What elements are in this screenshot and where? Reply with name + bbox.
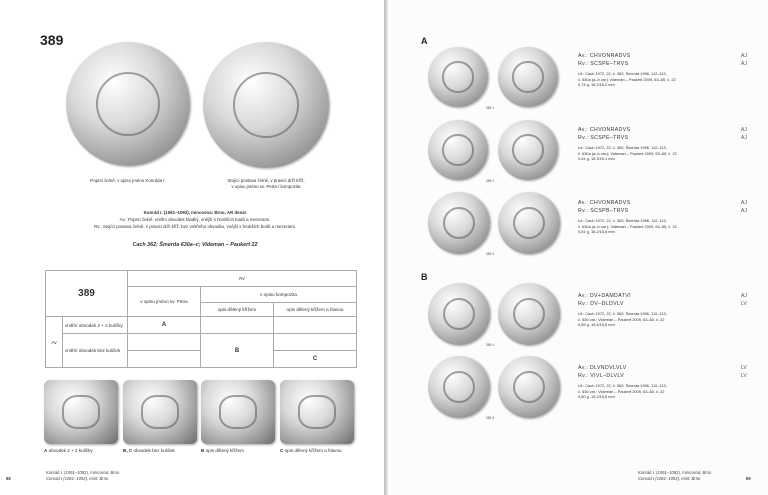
page-number-right: 89 xyxy=(746,476,751,481)
description-reverse: Rv.: Stojící postava čelně, v pravici drží kříž, bez vnitřního obvodku, vnější s hrubších bodů a mezerami. xyxy=(94,224,296,229)
group-b-heading: B xyxy=(421,272,428,282)
footer-right-line-2: Conrad I (1061–1092), mint: Brno xyxy=(638,476,701,481)
coin-389-1-info: Lit.: Cach 1972, 22, č. 362; Šmerda 1996, 112–113, č. 630a (a–b var.) Videman – Paukert 2009, 63–65, č. 22 0,74 g, 16,2/16,2 mm xyxy=(578,71,676,88)
coin-389-4-code-2: LV xyxy=(741,301,747,307)
coin-389-4-obverse[interactable] xyxy=(428,283,490,345)
page-number-left: 88 xyxy=(6,476,11,481)
coin-389-4-reverse[interactable] xyxy=(498,283,560,345)
coin-389-4-info: Lit.: Cach 1972, 22, č. 362; Šmerda 1996, 112–113, č. 630 var.; Videman – Paukert 2009, 63–65, č. 22 0,69 g, 15,4/15,6 mm xyxy=(578,311,667,328)
coin-389-2-obverse[interactable] xyxy=(428,120,488,180)
coin-389-3-obverse[interactable] xyxy=(428,192,490,254)
table-sub-cross: opis dělený křížem xyxy=(201,303,274,317)
coin-389-5-obverse[interactable] xyxy=(428,356,490,418)
detail-photo-b[interactable] xyxy=(201,380,275,444)
table-number: 389 xyxy=(46,271,128,317)
footer-right-line-1: Konrád I. (1061–1092), mincovna: Brno xyxy=(638,470,712,475)
coin-389-4-rv-legend: Rv.: DV–DLDVLV xyxy=(578,301,624,307)
legend-b: B opis dělený křížem xyxy=(201,448,244,453)
catalog-number: 389 xyxy=(40,32,64,48)
table-col-peter: v opisu jméno sv. Petra xyxy=(128,287,201,317)
coin-389-2-code-2: AJ xyxy=(741,135,747,141)
obverse-coin-large[interactable] xyxy=(66,42,190,166)
table-mark-c: C xyxy=(274,351,357,368)
coin-389-2-label: 389.2 xyxy=(486,179,494,183)
obverse-caption: Poprsí čelně, v opisu jméno Konráda I. xyxy=(90,178,166,183)
description-obverse: Av.: Poprsí čelně, vnitřní obvodek hladký, vnější s hrubších bodů a mezerami. xyxy=(119,217,271,222)
table-mark-b: B xyxy=(201,334,274,368)
coin-389-3-code-2: AJ xyxy=(741,208,747,214)
coin-389-5-reverse[interactable] xyxy=(498,356,560,418)
variant-table xyxy=(45,270,357,368)
coin-389-5-label: 389.5 xyxy=(486,416,494,420)
coin-389-3-label: 389.3 xyxy=(486,252,494,256)
description-heading: Konrád I. (1061–1092), mincovna: Brno, AR denár xyxy=(143,210,247,215)
footer-left-line-2: Conrad I (1061–1092), mint: Brno xyxy=(46,476,109,481)
table-row-no-beads: vnitřní obvodek bez kuliček xyxy=(63,334,128,368)
table-sub-cross-head: opis dělený křížem a hlavou xyxy=(274,303,357,317)
coin-389-5-info: Lit.: Cach 1972, 22, č. 362; Šmerda 1996, 112–113, č. 630 var.; Videman – Paukert 2009, 63–65, č. 22 0,60 g, 15,2/15,6 mm xyxy=(578,383,667,400)
coin-389-1-code-2: AJ xyxy=(741,61,747,67)
detail-photo-bc[interactable] xyxy=(123,380,197,444)
coin-389-1-label: 389.1 xyxy=(486,106,494,110)
legend-c: C opis dělený křížem a hlavou xyxy=(280,448,342,453)
table-av-label: Av xyxy=(46,317,63,368)
coin-389-1-rv-legend: Rv.: SCSPE–TRVS xyxy=(578,61,629,67)
coin-389-4-av-legend: Av.: DV+DAMDATVI xyxy=(578,293,631,299)
coin-389-1-av-legend: Av.: CHVONRADVS xyxy=(578,53,631,59)
coin-389-3-reverse[interactable] xyxy=(498,192,560,254)
coin-389-3-code-1: AJ xyxy=(741,200,747,206)
coin-389-1-code-1: AJ xyxy=(741,53,747,59)
coin-389-3-av-legend: Av.: CHVONRADVS xyxy=(578,200,631,206)
coin-389-3-info: Lit.: Cach 1972, 22, č. 362; Šmerda 1996, 112–113, č. 630a (a–b var.); Videman – Paukert 2009, 63–65, č. 22 0,61 g, 16,2/15,6 mm xyxy=(578,218,677,235)
coin-389-2-code-1: AJ xyxy=(741,127,747,133)
coin-389-2-reverse[interactable] xyxy=(498,120,558,180)
right-page xyxy=(388,0,768,495)
coin-389-5-code-2: LV xyxy=(741,373,747,379)
reverse-caption-line-1: Stojící postava čelně, v pravici drží kříž, xyxy=(227,178,305,183)
group-a-heading: A xyxy=(421,36,428,46)
coin-389-1-reverse[interactable] xyxy=(498,47,558,107)
coin-389-2-av-legend: Av.: CHVONRADVS xyxy=(578,127,631,133)
references: Cach 362; Šmerda 630a–c; Videman – Paukert 22 xyxy=(132,242,258,248)
table-col-composite: v opisu kompozita xyxy=(201,287,357,303)
coin-389-2-info: Lit.: Cach 1972, 22, č. 362; Šmerda 1996, 112–113, č. 630a (a–b var.); Videman – Paukert 2009, 63–65, č. 22 0,61 g, 15,3/15,1 mm xyxy=(578,145,677,162)
detail-photo-c[interactable] xyxy=(280,380,354,444)
coin-389-4-code-1: AJ xyxy=(741,293,747,299)
table-rv-header: Rv xyxy=(128,271,357,287)
coin-389-5-rv-legend: Rv.: VIVL–DLVLV xyxy=(578,373,625,379)
legend-bc: B, C obvodek bez kuliček xyxy=(123,448,175,453)
table-mark-a: A xyxy=(128,317,201,334)
coin-389-1-obverse[interactable] xyxy=(428,47,488,107)
reverse-coin-large[interactable] xyxy=(203,42,329,168)
coin-389-5-code-1: LV xyxy=(741,365,747,371)
legend-a: A obvodek 2 + 2 kuličky xyxy=(44,448,93,453)
coin-389-5-av-legend: Av.: DLVNDVLVLV xyxy=(578,365,627,371)
coin-389-3-rv-legend: Rv.: SCSPB–TRVS xyxy=(578,208,629,214)
detail-photo-a[interactable] xyxy=(44,380,118,444)
footer-left-line-1: Konrád I. (1061–1092), mincovna: Brno xyxy=(46,470,120,475)
table-row-beads: vnitřní obvodek 2 + 2 kuličky xyxy=(63,317,128,334)
coin-389-4-label: 389.4 xyxy=(486,343,494,347)
coin-389-2-rv-legend: Rv.: SCSPE–TRVS xyxy=(578,135,629,141)
reverse-caption-line-2: v opisu jméno sv. Petra / kompozita xyxy=(231,184,301,189)
